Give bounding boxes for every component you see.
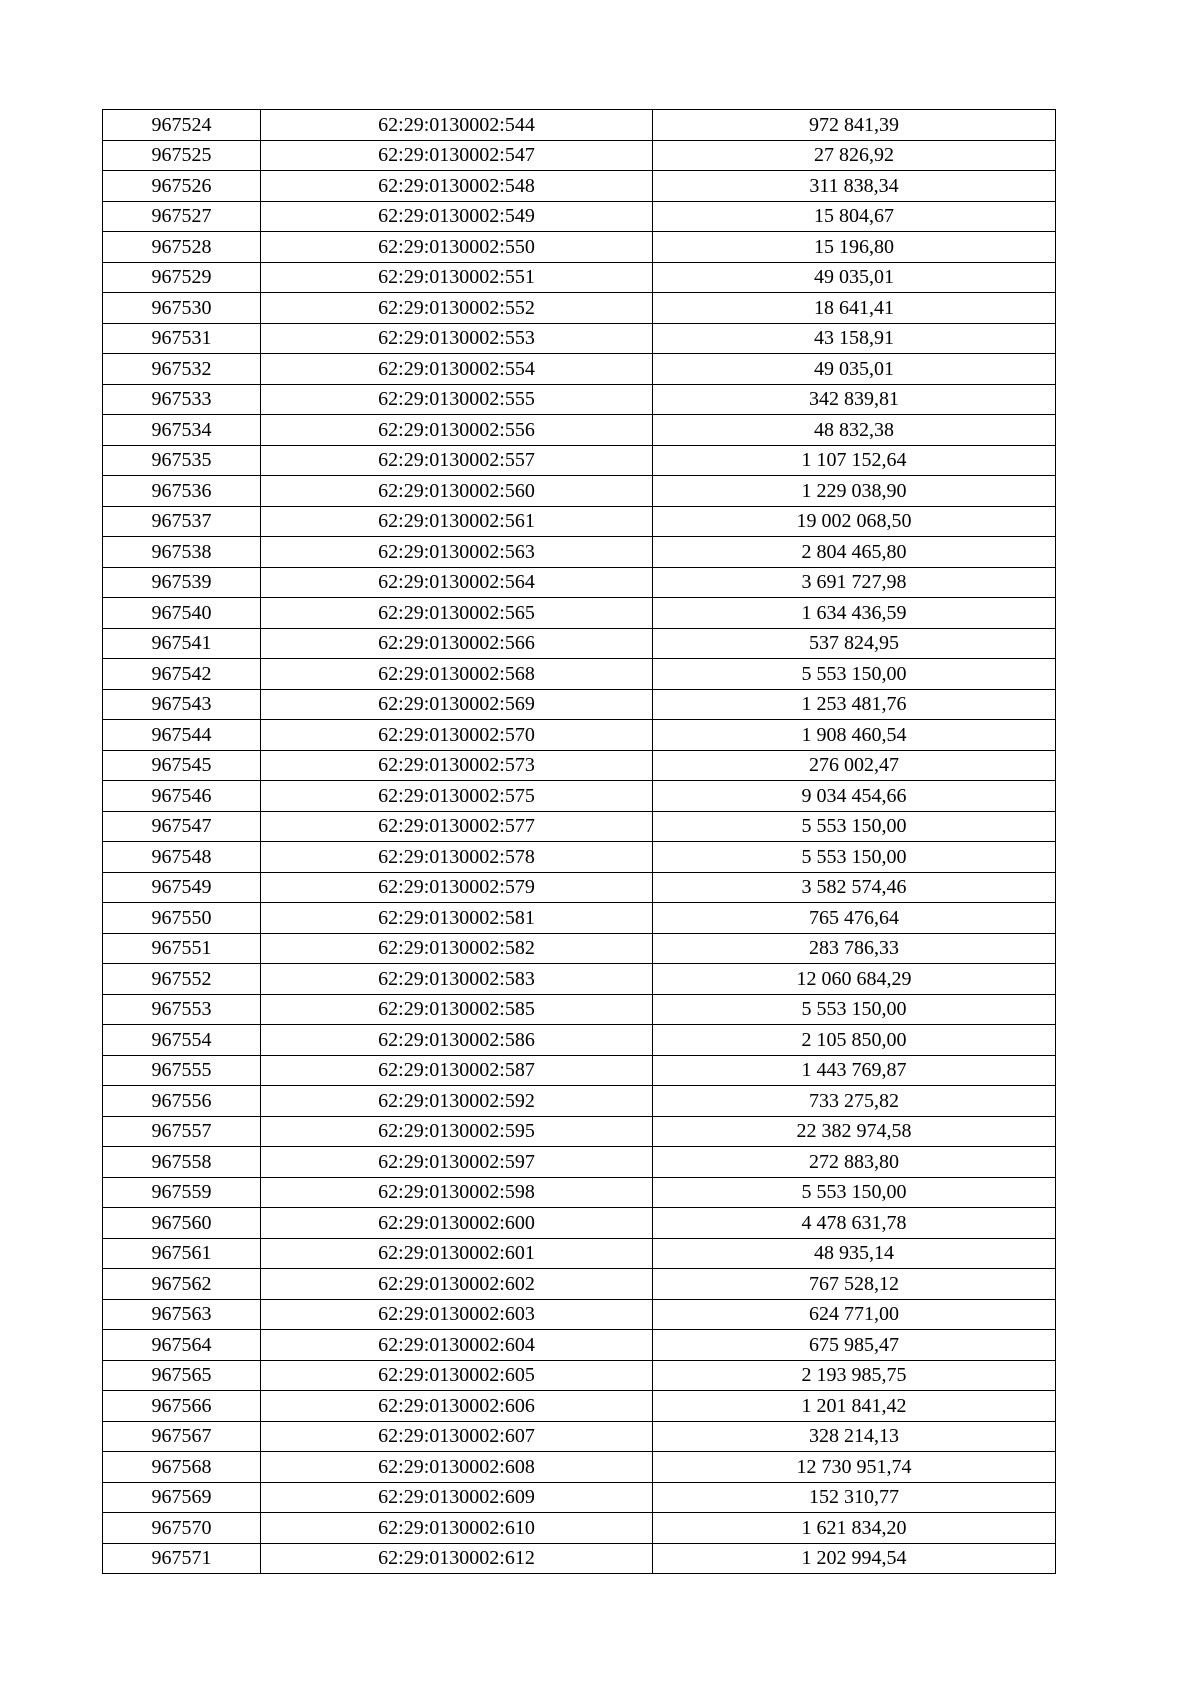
cadastral-value-cell: 1 443 769,87 bbox=[653, 1055, 1056, 1086]
table-row bbox=[103, 1360, 1056, 1391]
table-row bbox=[103, 323, 1056, 354]
row-number-cell: 967570 bbox=[103, 1513, 261, 1544]
cadastral-number-cell: 62:29:0130002:565 bbox=[261, 598, 653, 629]
cadastral-number-cell: 62:29:0130002:606 bbox=[261, 1391, 653, 1422]
cadastral-number-cell: 62:29:0130002:554 bbox=[261, 354, 653, 385]
cadastral-number-cell: 62:29:0130002:568 bbox=[261, 659, 653, 690]
cadastral-number-cell: 62:29:0130002:597 bbox=[261, 1147, 653, 1178]
table-row bbox=[103, 1025, 1056, 1056]
cadastral-value-cell: 537 824,95 bbox=[653, 628, 1056, 659]
table-row bbox=[103, 384, 1056, 415]
cadastral-number-cell: 62:29:0130002:560 bbox=[261, 476, 653, 507]
cadastral-number-cell: 62:29:0130002:569 bbox=[261, 689, 653, 720]
row-number-cell: 967525 bbox=[103, 140, 261, 171]
table-row bbox=[103, 506, 1056, 537]
cadastral-value-cell: 49 035,01 bbox=[653, 262, 1056, 293]
table-row bbox=[103, 628, 1056, 659]
row-number-cell: 967550 bbox=[103, 903, 261, 934]
cadastral-number-cell: 62:29:0130002:582 bbox=[261, 933, 653, 964]
row-number-cell: 967549 bbox=[103, 872, 261, 903]
row-number-cell: 967551 bbox=[103, 933, 261, 964]
table-row bbox=[103, 811, 1056, 842]
table-row bbox=[103, 872, 1056, 903]
table-row bbox=[103, 415, 1056, 446]
row-number-cell: 967559 bbox=[103, 1177, 261, 1208]
table-row bbox=[103, 1208, 1056, 1239]
cadastral-value-cell: 311 838,34 bbox=[653, 171, 1056, 202]
table-row bbox=[103, 110, 1056, 141]
row-number-cell: 967555 bbox=[103, 1055, 261, 1086]
table-row bbox=[103, 232, 1056, 263]
row-number-cell: 967544 bbox=[103, 720, 261, 751]
cadastral-value-cell: 19 002 068,50 bbox=[653, 506, 1056, 537]
cadastral-value-cell: 1 201 841,42 bbox=[653, 1391, 1056, 1422]
cadastral-number-cell: 62:29:0130002:547 bbox=[261, 140, 653, 171]
cadastral-value-cell: 1 229 038,90 bbox=[653, 476, 1056, 507]
cadastral-value-cell: 272 883,80 bbox=[653, 1147, 1056, 1178]
table-row bbox=[103, 1543, 1056, 1574]
table-row bbox=[103, 1055, 1056, 1086]
table-row bbox=[103, 1086, 1056, 1117]
cadastral-number-cell: 62:29:0130002:553 bbox=[261, 323, 653, 354]
row-number-cell: 967524 bbox=[103, 110, 261, 141]
row-number-cell: 967531 bbox=[103, 323, 261, 354]
cadastral-number-cell: 62:29:0130002:552 bbox=[261, 293, 653, 324]
cadastral-number-cell: 62:29:0130002:573 bbox=[261, 750, 653, 781]
row-number-cell: 967552 bbox=[103, 964, 261, 995]
table-row bbox=[103, 994, 1056, 1025]
cadastral-number-cell: 62:29:0130002:570 bbox=[261, 720, 653, 751]
row-number-cell: 967563 bbox=[103, 1299, 261, 1330]
row-number-cell: 967536 bbox=[103, 476, 261, 507]
table-row bbox=[103, 903, 1056, 934]
cadastral-number-cell: 62:29:0130002:585 bbox=[261, 994, 653, 1025]
table-row bbox=[103, 1421, 1056, 1452]
row-number-cell: 967561 bbox=[103, 1238, 261, 1269]
cadastral-number-cell: 62:29:0130002:609 bbox=[261, 1482, 653, 1513]
row-number-cell: 967547 bbox=[103, 811, 261, 842]
table-row bbox=[103, 1147, 1056, 1178]
row-number-cell: 967545 bbox=[103, 750, 261, 781]
table-row bbox=[103, 476, 1056, 507]
table-row bbox=[103, 537, 1056, 568]
row-number-cell: 967568 bbox=[103, 1452, 261, 1483]
cadastral-number-cell: 62:29:0130002:556 bbox=[261, 415, 653, 446]
row-number-cell: 967537 bbox=[103, 506, 261, 537]
row-number-cell: 967541 bbox=[103, 628, 261, 659]
row-number-cell: 967538 bbox=[103, 537, 261, 568]
cadastral-value-cell: 48 935,14 bbox=[653, 1238, 1056, 1269]
table-row bbox=[103, 1513, 1056, 1544]
cadastral-number-cell: 62:29:0130002:605 bbox=[261, 1360, 653, 1391]
cadastral-value-cell: 1 202 994,54 bbox=[653, 1543, 1056, 1574]
table-row bbox=[103, 1391, 1056, 1422]
cadastral-value-cell: 15 196,80 bbox=[653, 232, 1056, 263]
cadastral-value-cell: 276 002,47 bbox=[653, 750, 1056, 781]
cadastral-value-cell: 1 634 436,59 bbox=[653, 598, 1056, 629]
table-row bbox=[103, 1116, 1056, 1147]
cadastral-value-cell: 1 621 834,20 bbox=[653, 1513, 1056, 1544]
row-number-cell: 967569 bbox=[103, 1482, 261, 1513]
table-row bbox=[103, 720, 1056, 751]
row-number-cell: 967562 bbox=[103, 1269, 261, 1300]
cadastral-number-cell: 62:29:0130002:604 bbox=[261, 1330, 653, 1361]
cadastral-value-cell: 1 908 460,54 bbox=[653, 720, 1056, 751]
table-row bbox=[103, 689, 1056, 720]
cadastral-number-cell: 62:29:0130002:583 bbox=[261, 964, 653, 995]
table-row bbox=[103, 1299, 1056, 1330]
table-row bbox=[103, 354, 1056, 385]
table-row bbox=[103, 293, 1056, 324]
cadastral-value-cell: 2 804 465,80 bbox=[653, 537, 1056, 568]
cadastral-number-cell: 62:29:0130002:575 bbox=[261, 781, 653, 812]
table-row bbox=[103, 598, 1056, 629]
table-row bbox=[103, 1269, 1056, 1300]
cadastral-value-cell: 1 253 481,76 bbox=[653, 689, 1056, 720]
row-number-cell: 967529 bbox=[103, 262, 261, 293]
cadastral-number-cell: 62:29:0130002:577 bbox=[261, 811, 653, 842]
row-number-cell: 967540 bbox=[103, 598, 261, 629]
cadastral-number-cell: 62:29:0130002:592 bbox=[261, 1086, 653, 1117]
row-number-cell: 967535 bbox=[103, 445, 261, 476]
cadastral-value-cell: 4 478 631,78 bbox=[653, 1208, 1056, 1239]
table-row bbox=[103, 781, 1056, 812]
cadastral-value-table bbox=[102, 109, 1056, 1574]
row-number-cell: 967530 bbox=[103, 293, 261, 324]
cadastral-number-cell: 62:29:0130002:603 bbox=[261, 1299, 653, 1330]
cadastral-value-cell: 765 476,64 bbox=[653, 903, 1056, 934]
table-row bbox=[103, 933, 1056, 964]
cadastral-value-cell: 43 158,91 bbox=[653, 323, 1056, 354]
cadastral-number-cell: 62:29:0130002:563 bbox=[261, 537, 653, 568]
table-row bbox=[103, 201, 1056, 232]
cadastral-number-cell: 62:29:0130002:612 bbox=[261, 1543, 653, 1574]
row-number-cell: 967557 bbox=[103, 1116, 261, 1147]
row-number-cell: 967532 bbox=[103, 354, 261, 385]
row-number-cell: 967565 bbox=[103, 1360, 261, 1391]
table-row bbox=[103, 140, 1056, 171]
table-row bbox=[103, 750, 1056, 781]
cadastral-number-cell: 62:29:0130002:598 bbox=[261, 1177, 653, 1208]
table-row bbox=[103, 1482, 1056, 1513]
cadastral-value-cell: 18 641,41 bbox=[653, 293, 1056, 324]
cadastral-value-cell: 328 214,13 bbox=[653, 1421, 1056, 1452]
cadastral-value-cell: 1 107 152,64 bbox=[653, 445, 1056, 476]
cadastral-number-cell: 62:29:0130002:561 bbox=[261, 506, 653, 537]
row-number-cell: 967527 bbox=[103, 201, 261, 232]
table-row bbox=[103, 1177, 1056, 1208]
cadastral-value-cell: 972 841,39 bbox=[653, 110, 1056, 141]
cadastral-number-cell: 62:29:0130002:610 bbox=[261, 1513, 653, 1544]
table-row bbox=[103, 1238, 1056, 1269]
cadastral-number-cell: 62:29:0130002:601 bbox=[261, 1238, 653, 1269]
table-row bbox=[103, 842, 1056, 873]
cadastral-value-cell: 5 553 150,00 bbox=[653, 994, 1056, 1025]
row-number-cell: 967543 bbox=[103, 689, 261, 720]
row-number-cell: 967554 bbox=[103, 1025, 261, 1056]
table-row bbox=[103, 1330, 1056, 1361]
cadastral-number-cell: 62:29:0130002:602 bbox=[261, 1269, 653, 1300]
cadastral-value-cell: 5 553 150,00 bbox=[653, 659, 1056, 690]
row-number-cell: 967553 bbox=[103, 994, 261, 1025]
cadastral-number-cell: 62:29:0130002:600 bbox=[261, 1208, 653, 1239]
cadastral-value-cell: 5 553 150,00 bbox=[653, 1177, 1056, 1208]
row-number-cell: 967558 bbox=[103, 1147, 261, 1178]
cadastral-number-cell: 62:29:0130002:578 bbox=[261, 842, 653, 873]
cadastral-number-cell: 62:29:0130002:549 bbox=[261, 201, 653, 232]
cadastral-number-cell: 62:29:0130002:607 bbox=[261, 1421, 653, 1452]
cadastral-number-cell: 62:29:0130002:544 bbox=[261, 110, 653, 141]
cadastral-number-cell: 62:29:0130002:550 bbox=[261, 232, 653, 263]
cadastral-value-cell: 2 193 985,75 bbox=[653, 1360, 1056, 1391]
cadastral-value-cell: 48 832,38 bbox=[653, 415, 1056, 446]
row-number-cell: 967533 bbox=[103, 384, 261, 415]
row-number-cell: 967539 bbox=[103, 567, 261, 598]
table-row bbox=[103, 262, 1056, 293]
row-number-cell: 967548 bbox=[103, 842, 261, 873]
row-number-cell: 967534 bbox=[103, 415, 261, 446]
cadastral-number-cell: 62:29:0130002:586 bbox=[261, 1025, 653, 1056]
cadastral-value-cell: 15 804,67 bbox=[653, 201, 1056, 232]
cadastral-value-cell: 12 730 951,74 bbox=[653, 1452, 1056, 1483]
cadastral-value-cell: 342 839,81 bbox=[653, 384, 1056, 415]
table-row bbox=[103, 445, 1056, 476]
row-number-cell: 967546 bbox=[103, 781, 261, 812]
cadastral-number-cell: 62:29:0130002:557 bbox=[261, 445, 653, 476]
cadastral-number-cell: 62:29:0130002:608 bbox=[261, 1452, 653, 1483]
table-row bbox=[103, 964, 1056, 995]
row-number-cell: 967567 bbox=[103, 1421, 261, 1452]
row-number-cell: 967542 bbox=[103, 659, 261, 690]
cadastral-number-cell: 62:29:0130002:548 bbox=[261, 171, 653, 202]
cadastral-value-cell: 283 786,33 bbox=[653, 933, 1056, 964]
cadastral-value-cell: 767 528,12 bbox=[653, 1269, 1056, 1300]
cadastral-value-cell: 152 310,77 bbox=[653, 1482, 1056, 1513]
cadastral-number-cell: 62:29:0130002:566 bbox=[261, 628, 653, 659]
cadastral-number-cell: 62:29:0130002:551 bbox=[261, 262, 653, 293]
cadastral-value-cell: 3 691 727,98 bbox=[653, 567, 1056, 598]
table-row bbox=[103, 567, 1056, 598]
cadastral-value-cell: 49 035,01 bbox=[653, 354, 1056, 385]
row-number-cell: 967566 bbox=[103, 1391, 261, 1422]
cadastral-value-cell: 5 553 150,00 bbox=[653, 842, 1056, 873]
row-number-cell: 967571 bbox=[103, 1543, 261, 1574]
cadastral-number-cell: 62:29:0130002:595 bbox=[261, 1116, 653, 1147]
cadastral-value-cell: 733 275,82 bbox=[653, 1086, 1056, 1117]
cadastral-value-cell: 5 553 150,00 bbox=[653, 811, 1056, 842]
row-number-cell: 967528 bbox=[103, 232, 261, 263]
row-number-cell: 967556 bbox=[103, 1086, 261, 1117]
cadastral-number-cell: 62:29:0130002:581 bbox=[261, 903, 653, 934]
cadastral-number-cell: 62:29:0130002:555 bbox=[261, 384, 653, 415]
cadastral-value-cell: 624 771,00 bbox=[653, 1299, 1056, 1330]
row-number-cell: 967526 bbox=[103, 171, 261, 202]
cadastral-value-cell: 9 034 454,66 bbox=[653, 781, 1056, 812]
cadastral-number-cell: 62:29:0130002:579 bbox=[261, 872, 653, 903]
row-number-cell: 967560 bbox=[103, 1208, 261, 1239]
table-row bbox=[103, 1452, 1056, 1483]
table-row bbox=[103, 659, 1056, 690]
cadastral-number-cell: 62:29:0130002:564 bbox=[261, 567, 653, 598]
cadastral-value-cell: 12 060 684,29 bbox=[653, 964, 1056, 995]
cadastral-value-cell: 2 105 850,00 bbox=[653, 1025, 1056, 1056]
cadastral-value-cell: 3 582 574,46 bbox=[653, 872, 1056, 903]
table-row bbox=[103, 171, 1056, 202]
cadastral-value-cell: 675 985,47 bbox=[653, 1330, 1056, 1361]
cadastral-number-cell: 62:29:0130002:587 bbox=[261, 1055, 653, 1086]
row-number-cell: 967564 bbox=[103, 1330, 261, 1361]
table-body bbox=[103, 110, 1056, 1574]
cadastral-value-cell: 22 382 974,58 bbox=[653, 1116, 1056, 1147]
cadastral-value-cell: 27 826,92 bbox=[653, 140, 1056, 171]
